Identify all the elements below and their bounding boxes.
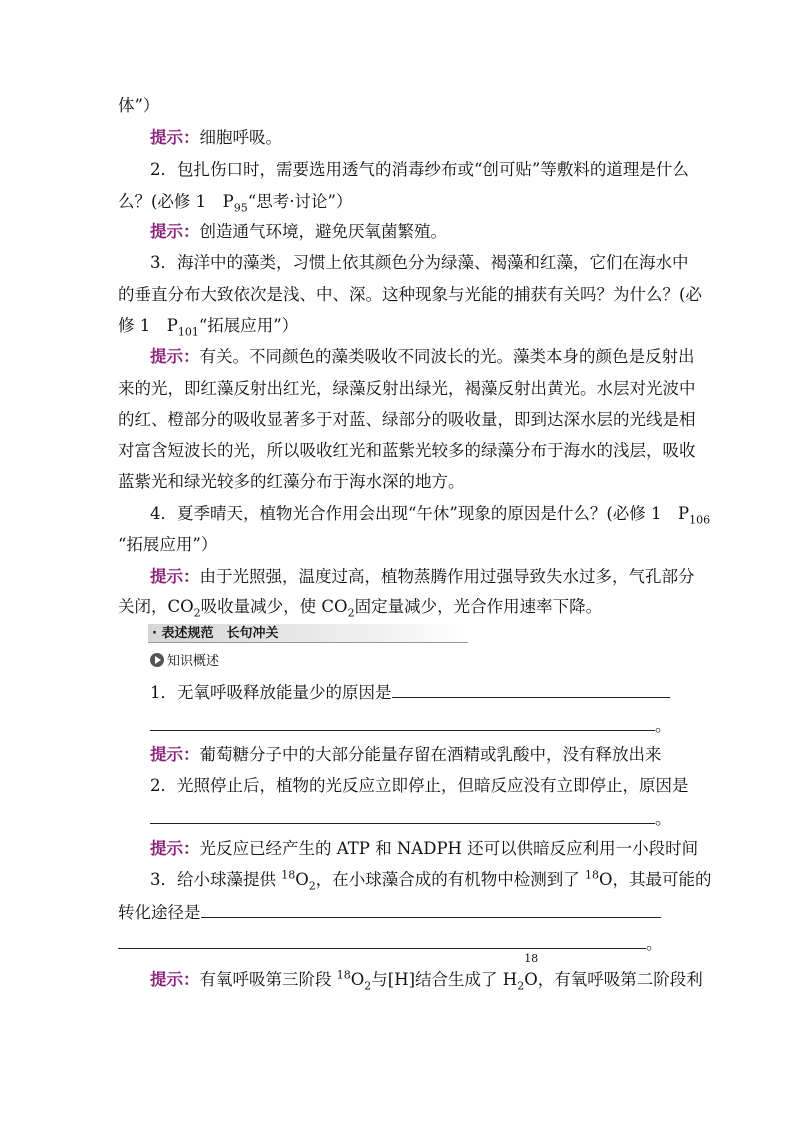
q2-hint: 提示：创造通气环境，避免厌氧菌繁殖。 <box>150 222 447 241</box>
q3-hint-line3: 的红、橙部分的吸收显著多于对蓝、绿部分的吸收量，即到达深水层的光线是相 <box>118 410 696 429</box>
answer-blank[interactable] <box>118 930 646 949</box>
q3-hint-line4: 对富含短波长的光，所以吸收红光和蓝紫光较多的绿藻分布于海水的浅层，吸收 <box>118 441 696 460</box>
e2-question: 2．光照停止后，植物的光反应立即停止，但暗反应没有立即停止，原因是 <box>150 776 689 795</box>
q3-hint-line2: 来的光，即红藻反射出红光，绿藻反射出绿光，褐藻反射出黄光。水层对光波中 <box>118 379 696 398</box>
e1-blank-line: 。 <box>150 711 683 741</box>
q3-hint-line5: 蓝紫光和绿光较多的红藻分布于海水深的地方。 <box>118 472 465 491</box>
e3-question-line1: 3．给小球藻提供 $^{18}O_2$，在小球藻合成的有机物中检测到了 $^{18}$O，其最可能的 <box>150 868 712 893</box>
hint-label: 提示： <box>150 745 200 764</box>
section-header-bar: · 表述规范 长句冲关 <box>148 624 468 643</box>
answer-blank[interactable] <box>201 899 661 918</box>
e3-hint: 提示：有氧呼吸第三阶段 $^{18}O_2$与[H]结合生成了 H 18 $_2$O，有氧呼吸第二阶段利 <box>150 965 683 995</box>
q2-question-line2: 么？(必修 1 $P_{95}“$思考·讨论”） <box>118 192 353 215</box>
e1-question: 1．无氧呼吸释放能量少的原因是 <box>150 678 683 708</box>
answer-blank[interactable] <box>392 679 670 698</box>
q3-question-line3: 修 1 $P_{101}“$拓展应用”） <box>118 316 299 339</box>
answer-blank[interactable] <box>150 712 655 731</box>
q3-question-line1: 3．海洋中的藻类，习惯上依其颜色分为绿藻、褐藻和红藻，它们在海水中 <box>150 253 689 272</box>
e3-question-line2: 转化途径是 <box>118 898 683 928</box>
e3-blank-line: 。 <box>118 929 683 959</box>
q4-question-line1: 4．夏季晴天，植物光合作用会出现“午休”现象的原因是什么？(必修 1 $P_{106}$ <box>150 504 711 527</box>
hint-label: 提示： <box>150 222 200 241</box>
e2-blank-line: 。 <box>150 804 683 834</box>
q4-question-line2: “拓展应用”） <box>118 535 218 554</box>
e1-hint: 提示：葡萄糖分子中的大部分能量存留在酒精或乳酸中，没有释放出来 <box>150 745 662 764</box>
hint-label: 提示： <box>150 128 200 147</box>
h2o-formula: 18 $_2$ <box>517 952 539 993</box>
hint-label: 提示： <box>150 567 200 586</box>
play-circle-icon <box>150 653 164 667</box>
answer-blank[interactable] <box>150 805 655 824</box>
hint-label: 提示： <box>150 347 200 366</box>
q1-hint: 提示：细胞呼吸。 <box>150 128 282 147</box>
hint-label: 提示： <box>150 970 200 989</box>
q4-hint-line2: 关闭，$CO_2$吸收量减少，使 $CO_2$固定量减少，光合作用速率下降。 <box>118 597 603 620</box>
e2-hint: 提示：光反应已经产生的 ATP 和 NADPH 还可以供暗反应利用一小段时间 <box>150 839 699 858</box>
q1-tail: 体”） <box>118 96 160 115</box>
q3-question-line2: 的垂直分布大致依次是浅、中、深。这种现象与光能的捕获有关吗？为什么？(必 <box>118 285 702 304</box>
q2-question-line1: 2．包扎伤口时，需要选用透气的消毒纱布或“创可贴”等敷料的道理是什么 <box>150 160 689 179</box>
hint-label: 提示： <box>150 839 200 858</box>
q3-hint-line1: 提示：有关。不同颜色的藻类吸收不同波长的光。藻类本身的颜色是反射出 <box>150 347 695 366</box>
knowledge-subheading: 知识概述 <box>150 652 219 672</box>
q4-hint-line1: 提示：由于光照强，温度过高，植物蒸腾作用过强导致失水过多，气孔部分 <box>150 567 695 586</box>
